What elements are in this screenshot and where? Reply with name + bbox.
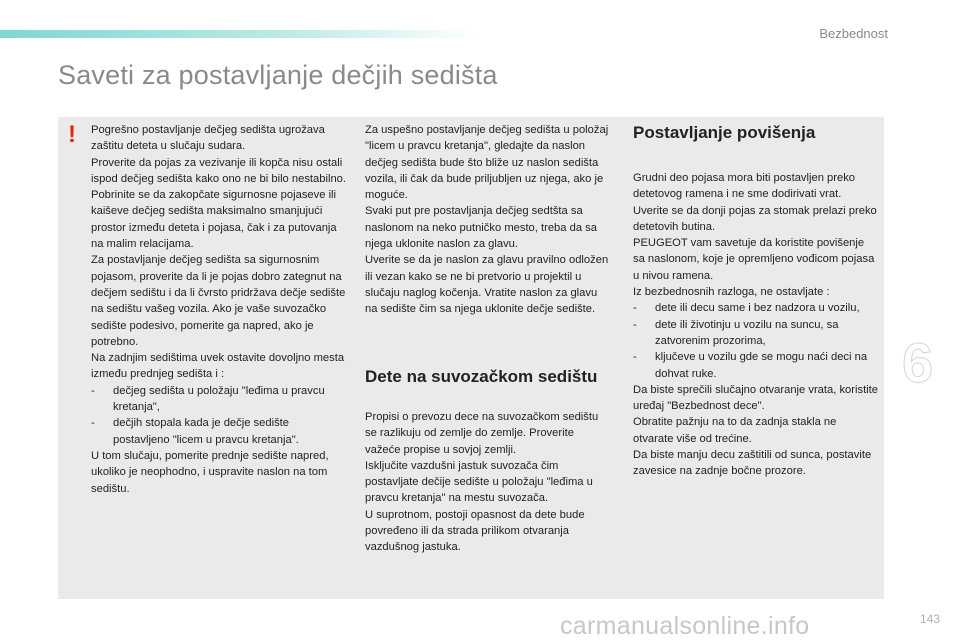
paragraph: Da biste sprečili slučajno otvaranje vrata, koristite uređaj "Bezbednost dece". xyxy=(633,383,878,413)
list-item-text: dete ili decu same i bez nadzora u vozilu, xyxy=(655,302,860,315)
section-heading: Postavljanje povišenja xyxy=(633,123,816,142)
paragraph: Proverite da pojas za vezivanje ili kopča nisu ostali ispod dečjeg sedišta kako ono ne bi bilo nestabilno. xyxy=(91,156,347,185)
paragraph: Pogrešno postavljanje dečjeg sedišta ugrožava zaštitu deteta u slučaju sudara. xyxy=(91,124,325,153)
paragraph: Na zadnjim sedištima uvek ostavite dovoljno mesta između prednjeg sedišta i : xyxy=(91,352,345,381)
list-item-text: dete ili životinju u vozilu na suncu, sa zatvorenim prozorima, xyxy=(655,318,839,347)
watermark: carmanualsonline.info xyxy=(560,612,810,640)
header-accent-bar xyxy=(0,30,480,38)
middle-column xyxy=(365,122,611,318)
list-item: - dečjih stopala kada je dečje sedište postavljeno "licem u pravcu kretanja". xyxy=(91,417,299,446)
paragraph: Grudni deo pojasa mora biti postavljen preko detetovog ramena i ne sme dodirivati vrat. xyxy=(633,172,856,201)
paragraph: Obratite pažnju na to da zadnja stakla ne otvarate više od trećine. xyxy=(633,416,837,445)
paragraph: Uverite se da donji pojas za stomak prelazi preko detetovih butina. xyxy=(633,204,877,233)
chapter-number: 6 xyxy=(902,331,934,394)
paragraph: Isključite vazdušni jastuk suvozača čim postavljate dečije sedište u položaju "leđima u pravcu kretanja" na mestu suvozača. xyxy=(365,459,593,505)
exclamation-icon: ! xyxy=(68,121,76,148)
paragraph: U suprotnom, postoji opasnost da dete bude povređeno ili da strada prilikom otvaranja vazdušnog jastuka. xyxy=(365,508,585,554)
paragraph: Za uspešno postavljanje dečjeg sedišta u položaj "licem u pravcu kretanja", gledajte da naslon dečjeg sedišta bude što bliže uz naslon sedišta vozila, ili čak da bude priljubljen uz njega, ako je moguće. xyxy=(365,124,609,202)
list-item: - dečjeg sedišta u položaju "leđima u pravcu kretanja", xyxy=(91,384,325,414)
section-heading: Dete na suvozačkom sedištu xyxy=(365,367,598,386)
paragraph: PEUGEOT vam savetuje da koristite povišenje sa naslonom, koje je opremljeno vođicom pojasa u nivou ramena. xyxy=(633,237,875,282)
paragraph: U tom slučaju, pomerite prednje sedište napred, ukoliko je neophodno, i uspravite naslon na tom sedištu. xyxy=(91,449,329,495)
list-item-text: dečjeg sedišta u položaju "leđima u pravcu kretanja", xyxy=(113,384,325,414)
paragraph: Za postavljanje dečjeg sedišta sa sigurnosnim pojasom, proverite da li je pojas dobro zategnut na dečjem sedištu i da li čvrsto pridržava dečje sedište na sedištu vašeg vozila. Ako je vaše suvozačko sedište podesivo, pomerite ga napred, ako je potrebno. xyxy=(91,254,346,348)
list-item: - dete ili decu same i bez nadzora u vozilu, xyxy=(633,302,860,315)
page-number: 143 xyxy=(919,612,940,626)
paragraph: Pobrinite se da zakopčate sigurnosne pojaseve ili kaiševe dečjeg sedišta maksimalno smanjujući prostor između deteta i pojasa, čak i za putovanja na malim relacijama. xyxy=(91,189,337,251)
paragraph: Da biste manju decu zaštitili od sunca, postavite zavesice na zadnje bočne prozore. xyxy=(633,449,872,478)
page-title: Saveti za postavljanje dečjih sedišta xyxy=(58,60,498,90)
paragraph: Uverite se da je naslon za glavu pravilno odložen ili vezan kako se ne bi pretvorio u projektil u slučaju naglog kočenja. Vratite naslon za glavu na sedište čim sa njega uklonite dečje sedište. xyxy=(365,254,609,316)
paragraph: Svaki put pre postavljanja dečjeg sedtšta sa naslonom na neko putničko mesto, treba da sa njega uklonite naslon za glavu. xyxy=(365,205,597,251)
section-title: Bezbednost xyxy=(819,26,888,41)
list-item: - ključeve u vozilu gde se mogu naći deci na dohvat ruke. xyxy=(633,351,868,380)
warning-column xyxy=(91,122,347,497)
list-item-text: dečjih stopala kada je dečje sedište postavljeno "licem u pravcu kretanja". xyxy=(113,417,299,446)
booster-column xyxy=(633,170,879,480)
list-item-text: ključeve u vozilu gde se mogu naći deci na dohvat ruke. xyxy=(655,351,868,380)
front-seat-column xyxy=(365,409,611,556)
paragraph: Iz bezbednosnih razloga, ne ostavljate : xyxy=(633,286,830,299)
paragraph: Propisi o prevozu dece na suvozačkom sedištu se razlikuju od zemlje do zemlje. Proverite važeće propise u sovjoj zemlji. xyxy=(365,411,599,456)
list-item: - dete ili životinju u vozilu na suncu, sa zatvorenim prozorima, xyxy=(633,318,839,347)
